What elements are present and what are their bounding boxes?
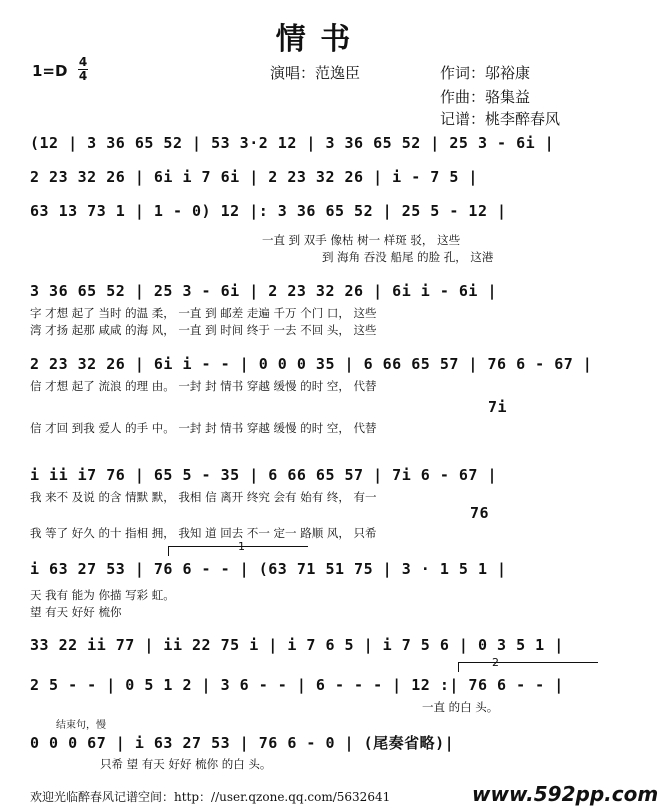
volta-2-label: 2 [492, 656, 499, 669]
lyrics-row-6a: 我 来不 及说 的含 情默 默， 我相 信 离开 终究 会有 始有 终， 有一 [30, 490, 377, 504]
time-signature-top: 4 [78, 55, 88, 69]
notation-row-3: 63 13 73 1 | 1 - 0) 12 |: 3 36 65 52 | 25 5 - 12 | [30, 202, 507, 220]
lyrics-row-7b: 望 有天 好好 梳你 [30, 605, 122, 619]
lyrics-row-5b: 信 才回 到我 爱人 的手 中。 一封 封 情书 穿越 缓慢 的时 空， 代替 [30, 421, 377, 435]
notation-row-8: 33 22 ii 77 | ii 22 75 i | i 7 6 5 | i 7 5 6 | 0 3 5 1 | [30, 636, 564, 654]
lyrics-row-4b: 湾 才扬 起那 咸咸 的海 风， 一直 到 时间 终于 一去 不回 头， 这些 [30, 323, 377, 337]
alt-notes-row-6: 76 [470, 504, 490, 522]
notation-row-7: i 63 27 53 | 76 6 - - | (63 71 51 75 | 3 · 1 5 1 | [30, 560, 507, 578]
alt-notes-row-5: 7i [488, 398, 508, 416]
lyrics-row-6b: 我 等了 好久 的十 指相 拥， 我知 道 回去 不一 定一 路顺 风， 只希 [30, 526, 377, 540]
lyrics-row-9: 一直 的白 头。 [422, 700, 499, 714]
notation-row-5: 2 23 32 26 | 6i i - - | 0 0 0 35 | 6 66 65 57 | 76 6 - 67 | [30, 355, 593, 373]
notation-row-9: 2 5 - - | 0 5 1 2 | 3 6 - - | 6 - - - | 12 :| 76 6 - - | [30, 676, 564, 694]
notation-row-4: 3 36 65 52 | 25 3 - 6i | 2 23 32 26 | 6i i - 6i | [30, 282, 498, 300]
composer-credit: 作曲：骆集益 [440, 88, 531, 106]
notation-row-1: (12 | 3 36 65 52 | 53 3·2 12 | 3 36 65 52 | 25 3 - 6i | [30, 134, 555, 152]
time-signature-bottom: 4 [78, 69, 88, 83]
song-title: 情 书 [275, 22, 353, 57]
time-signature [78, 56, 88, 82]
key-signature: 1=D [32, 62, 68, 80]
lyrics-row-7a: 天 我有 能为 你描 写彩 虹。 [30, 588, 175, 602]
transcriber-credit: 记谱：桃李醉春风 [440, 110, 561, 128]
volta-2-hook [458, 662, 459, 672]
volta-2-line [458, 662, 598, 663]
singer-credit: 演唱：范逸臣 [270, 64, 361, 82]
volta-1-label: 1 [238, 540, 245, 553]
lyrics-row-10: 只希 望 有天 好好 梳你 的白 头。 [100, 757, 272, 771]
lyrics-row-3b: 到 海角 吞没 船尾 的脸 孔， 这港 [322, 250, 494, 264]
footer-text: 欢迎光临醉春风记谱空间：http：//user.qzone.qq.com/5632641 [30, 790, 391, 804]
volta-1-hook [168, 546, 169, 556]
lyrics-row-5a: 信 才想 起了 流浪 的理 由。 一封 封 情书 穿越 缓慢 的时 空， 代替 [30, 379, 377, 393]
notation-row-2: 2 23 32 26 | 6i i 7 6i | 2 23 32 26 | i - 7 5 | [30, 168, 478, 186]
lyricist-credit: 作词：邬裕康 [440, 64, 531, 82]
notation-row-6: i ii i7 76 | 65 5 - 35 | 6 66 65 57 | 7i 6 - 67 | [30, 466, 498, 484]
lyrics-row-4a: 字 才想 起了 当时 的温 柔， 一直 到 邮差 走遍 千万 个门 口， 这些 [30, 306, 377, 320]
ending-tempo-note: 结束句，慢 [56, 720, 106, 731]
notation-row-10: 0 0 0 67 | i 63 27 53 | 76 6 - 0 | (尾奏省略)| [30, 734, 455, 752]
site-brand: www.592pp.com [472, 782, 658, 806]
lyrics-row-3a: 一直 到 双手 像枯 树一 样斑 驳， 这些 [262, 233, 461, 247]
